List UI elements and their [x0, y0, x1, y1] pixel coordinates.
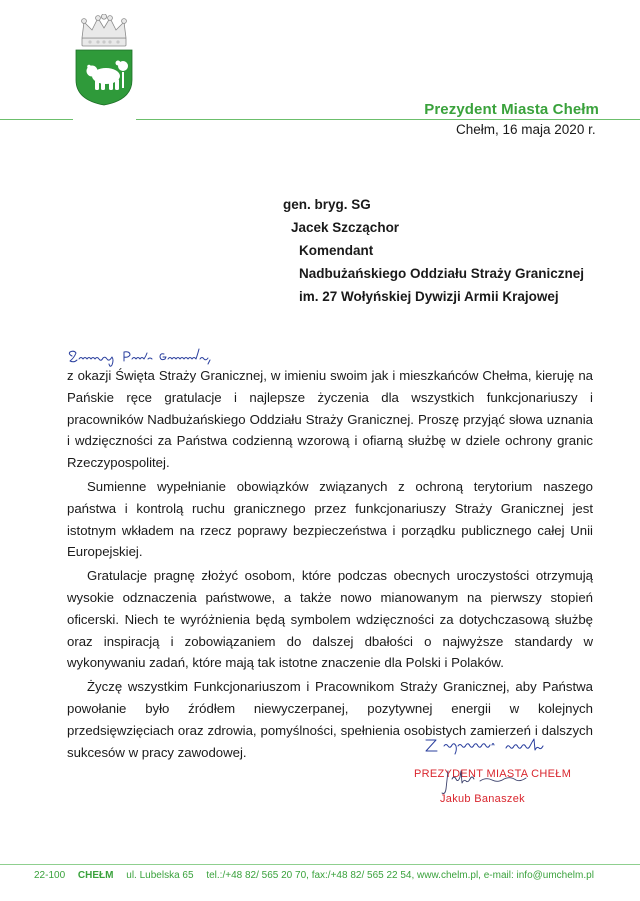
footer-postal-code: 22-100 [34, 870, 66, 881]
footer-contact: tel.:/+48 82/ 565 20 70, fax:/+48 82/ 565 22 54, www.chelm.pl, e-mail: info@umchelm.pl [206, 870, 594, 881]
footer [34, 870, 604, 881]
recipient-block [283, 193, 584, 308]
recipient-name: Jacek Szcząchor [291, 220, 400, 235]
letter-paragraph: Sumienne wypełnianie obowiązków związanych z ochroną terytorium naszego państwa i kontrolą ruchu granicznego przez funkcjonariuszy Straży Granicznej jest istotnym wkładem na rzecz poprawy bezpieczeństwa i porządku publicznego całej Unii Europejskiej. [67, 478, 593, 560]
footer-street: ul. Lubelska 65 [126, 870, 194, 881]
chelm-coat-of-arms-icon [72, 14, 136, 106]
recipient-title: Komendant [299, 243, 374, 258]
letter-date: Chełm, 16 maja 2020 r. [456, 122, 596, 137]
header-title: Prezydent Miasta Chełm [424, 101, 599, 118]
letter-paragraph: Życzę wszystkim Funkcjonariuszom i Pracownikom Straży Granicznej, aby Państwa powołanie było źródłem niewyczerpanej, pozytywnej energii w kolejnych przedsięwzięciach oraz zdrowia, pomyślności, spełnienia osobistych zamierzeń i dalszych sukcesów w pracy zawodowej. [67, 679, 593, 760]
recipient-unit: Nadbużańskiego Oddziału Straży Granicznej [299, 266, 585, 281]
header-divider-left [0, 119, 73, 120]
letter-paragraph: Gratulacje pragnę złożyć osobom, które podczas obecnych uroczystości otrzymują wysokie odznaczenia państwowe, a także nowo mianowanym na pierwszy stopień oficerski. Niech te wyróżnienia będą symbolem wdzięczności za dotychczasową służbę oraz inspiracją i zobowiązaniem do dalszej dbałości o najwyższe standardy w wykonywaniu zadań, które mają tak istotne znaczenie dla Polski i Polaków. [67, 568, 593, 671]
letter-paragraph: z okazji Święta Straży Granicznej, w imieniu swoim jak i mieszkańców Chełma, kieruję na Pańskie ręce gratulacje i najlepsze życzenia dla wszystkich funkcjonariuszy i pracowników Nadbużańskiego Oddziału Straży Granicznej. Proszę przyjąć słowa uznania i wdzięczności za Państwa codzienną wzorową i ofiarną służbę w dziele ochrony granic Rzeczypospolitej. [67, 368, 593, 471]
header-divider-right [136, 119, 640, 120]
letter-body [67, 365, 593, 765]
footer-divider [0, 864, 640, 865]
signature-stamp-title: PREZYDENT MIASTA CHEŁM [414, 768, 572, 780]
footer-city: CHEŁM [77, 870, 114, 881]
recipient-unit-patron: im. 27 Wołyńskiej Dywizji Armii Krajowej [299, 289, 559, 304]
recipient-rank: gen. bryg. SG [283, 197, 371, 212]
signature-stamp-name: Jakub Banaszek [440, 793, 525, 805]
handwritten-closing [422, 734, 548, 762]
